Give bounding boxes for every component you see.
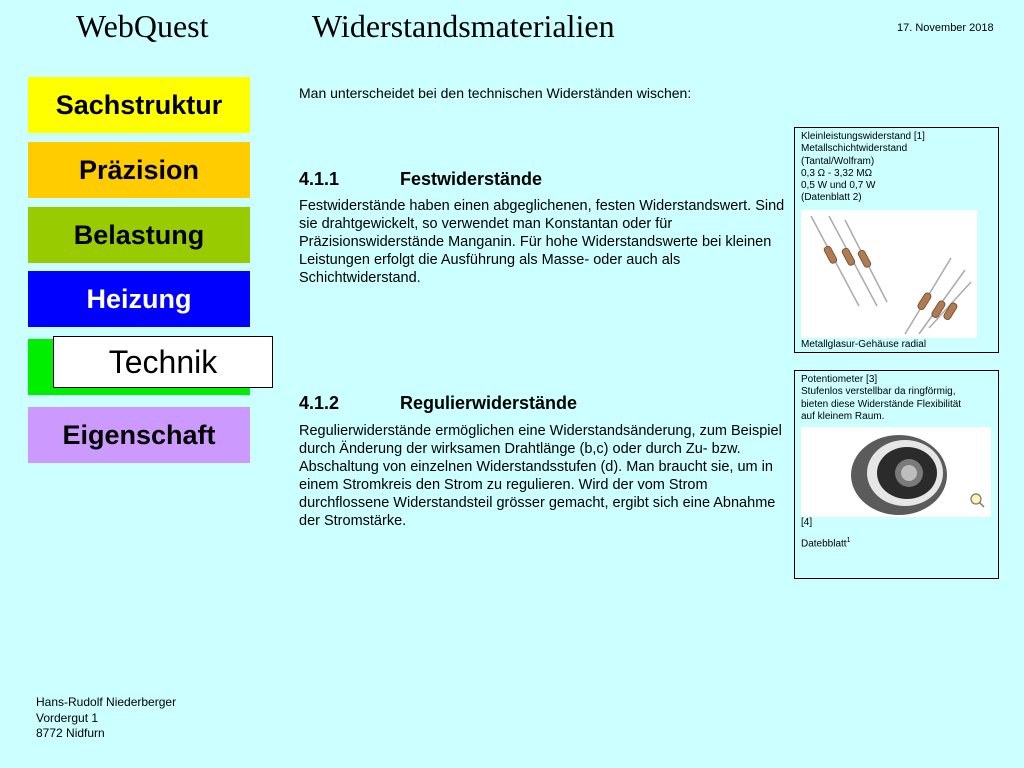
potentiometer-caption: Potentiometer [3] Stufenlos verstellbar da ringförmig, bieten diese Widerstände Flexibilität auf kleinem Raum.	[801, 374, 962, 422]
nav-praezision-button[interactable]: Präzision	[28, 142, 250, 198]
author-street: Vordergut 1	[36, 710, 99, 725]
intro-text: Man unterscheidet bei den technischen Widerständen wischen:	[299, 85, 692, 101]
section-number: 4.1.2	[299, 393, 340, 413]
page-title: Widerstandsmaterialien	[312, 8, 615, 44]
potentiometer-ref: [4]	[801, 517, 813, 528]
resistor-image	[801, 210, 977, 338]
section-heading	[299, 169, 542, 190]
nav-technik-active-label[interactable]: Technik	[53, 336, 273, 388]
nav-belastung-button[interactable]: Belastung	[28, 207, 250, 263]
nav-eigenschaft-button[interactable]: Eigenschaft	[28, 407, 250, 463]
potentiometer-info-box	[794, 370, 999, 579]
potentiometer-footer	[801, 537, 851, 549]
section-title: Regulierwiderstände	[400, 393, 578, 413]
date-label: 17. November 2018	[897, 22, 994, 34]
nav-heizung-button[interactable]: Heizung	[28, 271, 250, 327]
author-city: 8772 Nidfurn	[36, 726, 105, 740]
author-name: Hans-Rudolf Niederberger	[36, 695, 177, 709]
nav-sachstruktur-button[interactable]: Sachstruktur	[28, 77, 250, 133]
resistor-info-box	[794, 127, 999, 353]
app-title: WebQuest	[76, 8, 209, 44]
resistor-footer: Metallglasur-Gehäuse radial	[801, 339, 927, 350]
author-address	[36, 695, 176, 742]
resistor-caption: Kleinleistungswiderstand [1] Metallschichtwiderstand (Tantal/Wolfram) 0,3 Ω - 3,32 MΩ 0,5 W und 0,7 W (Datenblatt 2)	[801, 131, 925, 204]
section-title: Festwiderstände	[400, 169, 543, 189]
datasheet-label: Datebblatt	[801, 538, 847, 550]
footnote-marker: 1	[846, 537, 851, 544]
potentiometer-image	[801, 427, 991, 517]
section-body: Festwiderstände haben einen abgeglichenen, festen Widerstandswert. Sind sie drahtgewickelt, so verwendet man Konstantan oder für Präzisionswiderstände Manganin. Für hohe Widerstandswerte bei kleinen Leistungen erfolgt die Ausführung als Masse- oder auch als Schichtwiderstand.	[299, 198, 785, 286]
section-body: Regulierwiderstände ermöglichen eine Widerstandsänderung, zum Beispiel durch Änderung der wirksamen Drahtlänge (b,c) oder durch Zu- bzw. Abschaltung von einzelnen Widerstandsstufen (d). Man braucht sie, um in einem Stromkreis den Strom zu regulieren. Wird der vom Strom durchflossene Widerstandsteil grösser gemacht, ergibt sich eine Abnahme der Stromstärke.	[299, 423, 782, 529]
section-number: 4.1.1	[299, 169, 340, 189]
section-heading	[299, 393, 577, 414]
